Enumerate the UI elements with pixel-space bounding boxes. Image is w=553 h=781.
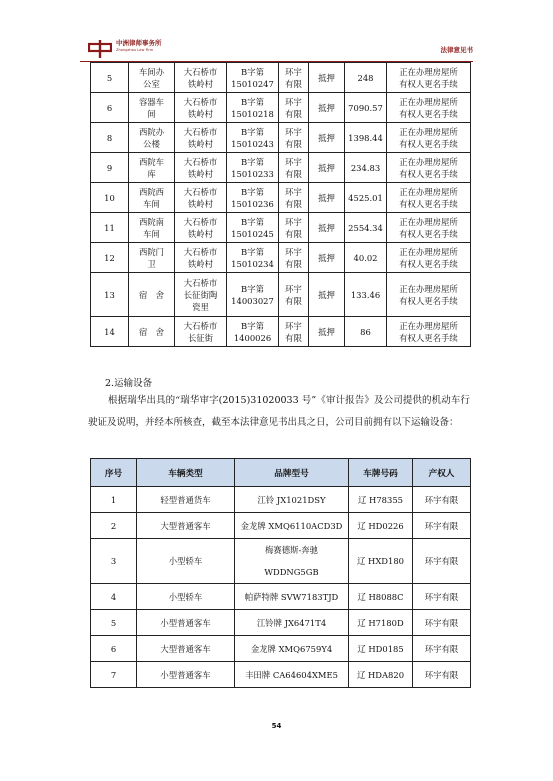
table-row <box>91 123 471 153</box>
plate-number: 辽 HXD180 <box>349 539 413 584</box>
header-cell: 序号 <box>91 459 137 487</box>
property-name-line: 库 <box>147 168 156 179</box>
remark-line: 有权人更名手续 <box>399 78 458 89</box>
property-location-line: 铁岭村 <box>187 258 214 269</box>
owner-line: 有限 <box>285 295 302 306</box>
row-number: 9 <box>91 153 129 183</box>
property-name <box>129 123 175 153</box>
owner <box>279 63 309 93</box>
remark-line: 有权人更名手续 <box>399 332 458 343</box>
vehicle-owner: 环宇有限 <box>413 487 471 513</box>
vehicle-type: 大型普通客车 <box>137 636 235 662</box>
area: 86 <box>345 317 387 347</box>
table-row <box>91 153 471 183</box>
owner-line: 环宇 <box>285 283 302 294</box>
property-location <box>175 317 227 347</box>
plate-number: 辽 HDA820 <box>349 662 413 688</box>
header-cell: 产权人 <box>413 459 471 487</box>
page-header <box>80 36 473 62</box>
certificate-number-line: B字第 <box>241 96 264 107</box>
area: 40.02 <box>345 243 387 273</box>
owner-line: 环宇 <box>285 66 302 77</box>
owner <box>279 153 309 183</box>
remark-line: 正在办理房屋所 <box>399 126 458 137</box>
property-location-line: 铁岭村 <box>187 138 214 149</box>
property-location <box>175 213 227 243</box>
property-name-line: 车间办 <box>138 66 165 77</box>
encumbrance-status: 抵押 <box>309 153 345 183</box>
remark <box>387 243 471 273</box>
vehicle-table <box>90 458 471 688</box>
certificate-number-line: 14003027 <box>231 295 274 306</box>
remark-line: 正在办理房屋所 <box>399 246 458 257</box>
table-row <box>91 636 471 662</box>
brand-model <box>235 636 349 662</box>
row-number: 8 <box>91 123 129 153</box>
owner-line: 有限 <box>285 198 302 209</box>
certificate-number-line: B字第 <box>241 66 264 77</box>
property-name <box>129 63 175 93</box>
certificate-number <box>227 153 279 183</box>
property-location-line: 大石桥市 <box>183 320 218 331</box>
page-number: 54 <box>271 722 282 730</box>
certificate-number-line: 15010247 <box>231 78 274 89</box>
header-cell: 车辆类型 <box>137 459 235 487</box>
property-location <box>175 273 227 317</box>
vehicle-type: 小型轿车 <box>137 539 235 584</box>
certificate-number <box>227 123 279 153</box>
property-location-line: 大石桥市 <box>183 96 218 107</box>
property-name-line: 西院车 <box>138 156 165 167</box>
remark-line: 正在办理房屋所 <box>399 186 458 197</box>
certificate-number-line: 15010236 <box>231 198 274 209</box>
brand-model <box>235 487 349 513</box>
doc-title: 法律意见书 <box>440 46 473 54</box>
table-row <box>91 487 471 513</box>
certificate-number <box>227 317 279 347</box>
remark-line: 正在办理房屋所 <box>399 96 458 107</box>
remark-line: 有权人更名手续 <box>399 198 458 209</box>
vehicle-owner: 环宇有限 <box>413 662 471 688</box>
table-row <box>91 213 471 243</box>
owner-line: 有限 <box>285 258 302 269</box>
vehicle-owner: 环宇有限 <box>413 513 471 539</box>
plate-number: 辽 H7180D <box>349 610 413 636</box>
table-row <box>91 513 471 539</box>
property-name-line: 宿 舍 <box>138 326 165 337</box>
table-row <box>91 63 471 93</box>
property-location <box>175 153 227 183</box>
vehicle-owner: 环宇有限 <box>413 636 471 662</box>
encumbrance-status: 抵押 <box>309 213 345 243</box>
property-location <box>175 63 227 93</box>
property-location-line: 大石桥市 <box>183 277 218 288</box>
encumbrance-status: 抵押 <box>309 63 345 93</box>
vehicle-owner: 环宇有限 <box>413 610 471 636</box>
table-row <box>91 273 471 317</box>
remark <box>387 93 471 123</box>
table-row <box>91 243 471 273</box>
property-name-line: 车间 <box>143 198 160 209</box>
property-name <box>129 273 175 317</box>
row-number: 1 <box>91 487 137 513</box>
owner <box>279 317 309 347</box>
encumbrance-status: 抵押 <box>309 123 345 153</box>
row-number: 14 <box>91 317 129 347</box>
remark <box>387 183 471 213</box>
property-location-line: 铁岭村 <box>187 168 214 179</box>
property-name-line: 西院西 <box>138 186 165 197</box>
brand-model <box>235 584 349 610</box>
certificate-number <box>227 183 279 213</box>
certificate-number <box>227 93 279 123</box>
property-location-line: 铁岭村 <box>187 228 214 239</box>
row-number: 7 <box>91 662 137 688</box>
row-number: 5 <box>91 610 137 636</box>
brand-model-line: 江铃牌 JX6471T4 <box>256 617 327 628</box>
row-number: 3 <box>91 539 137 584</box>
certificate-number <box>227 63 279 93</box>
property-location <box>175 183 227 213</box>
property-location <box>175 243 227 273</box>
property-name <box>129 213 175 243</box>
vehicle-owner: 环宇有限 <box>413 584 471 610</box>
row-number: 4 <box>91 584 137 610</box>
owner-line: 环宇 <box>285 216 302 227</box>
firm-name: 中洲律师事务所 <box>116 39 162 47</box>
owner-line: 有限 <box>285 78 302 89</box>
section-title: 2.运输设备 <box>105 378 153 389</box>
area: 7090.57 <box>345 93 387 123</box>
area: 2554.34 <box>345 213 387 243</box>
vehicle-type: 小型普通客车 <box>137 662 235 688</box>
property-location-line: 铁岭村 <box>187 198 214 209</box>
encumbrance-status: 抵押 <box>309 317 345 347</box>
certificate-number-line: B字第 <box>241 126 264 137</box>
encumbrance-status: 抵押 <box>309 243 345 273</box>
row-number: 13 <box>91 273 129 317</box>
row-number: 5 <box>91 63 129 93</box>
brand-model-line: 丰田牌 CA64604XME5 <box>245 669 338 680</box>
property-name-line: 西院南 <box>138 216 165 227</box>
table-row <box>91 610 471 636</box>
remark-line: 正在办理房屋所 <box>399 216 458 227</box>
property-name <box>129 243 175 273</box>
brand-model <box>235 610 349 636</box>
remark <box>387 123 471 153</box>
row-number: 11 <box>91 213 129 243</box>
property-location-line: 大石桥市 <box>183 66 218 77</box>
area: 1398.44 <box>345 123 387 153</box>
property-name-line: 间 <box>147 108 156 119</box>
remark-line: 正在办理房屋所 <box>399 320 458 331</box>
table-row <box>91 662 471 688</box>
certificate-number-line: 15010234 <box>231 258 274 269</box>
plate-number: 辽 H8088C <box>349 584 413 610</box>
property-name-line: 宿 舍 <box>138 289 165 300</box>
area: 4525.01 <box>345 183 387 213</box>
property-name <box>129 183 175 213</box>
vehicle-type: 小型普通客车 <box>137 610 235 636</box>
brand-model-line: 帕萨特牌 SVW7183TJD <box>244 591 339 602</box>
certificate-number-line: B字第 <box>241 246 264 257</box>
remark-line: 有权人更名手续 <box>399 108 458 119</box>
firm-logo-icon <box>88 40 112 58</box>
plate-number: 辽 H78355 <box>349 487 413 513</box>
property-location-line: 长征街陶 <box>183 289 218 300</box>
property-location-line: 铁岭村 <box>187 78 214 89</box>
brand-model-line: 金龙牌 XMQ6759Y4 <box>250 643 333 654</box>
owner-line: 环宇 <box>285 96 302 107</box>
row-number: 6 <box>91 636 137 662</box>
brand-model-line: 梅赛德斯-奔驰 <box>264 545 319 555</box>
certificate-number <box>227 273 279 317</box>
remark-line: 有权人更名手续 <box>399 138 458 149</box>
remark <box>387 153 471 183</box>
property-name-line: 卫 <box>147 258 156 269</box>
certificate-number-line: B字第 <box>241 320 264 331</box>
certificate-number-line: B字第 <box>241 186 264 197</box>
brand-model-line: WDDNG5GB <box>264 567 319 577</box>
vehicle-owner: 环宇有限 <box>413 539 471 584</box>
firm-name-en: Zhongzhou Law Firm <box>116 48 154 52</box>
certificate-number-line: B字第 <box>241 216 264 227</box>
property-location <box>175 123 227 153</box>
vehicle-type: 小型轿车 <box>137 584 235 610</box>
encumbrance-status: 抵押 <box>309 273 345 317</box>
property-location-line: 铁岭村 <box>187 108 214 119</box>
certificate-number <box>227 213 279 243</box>
owner-line: 环宇 <box>285 126 302 137</box>
owner <box>279 213 309 243</box>
table-row <box>91 539 471 584</box>
table-row <box>91 93 471 123</box>
remark <box>387 273 471 317</box>
header-cell: 车牌号码 <box>349 459 413 487</box>
table-row <box>91 584 471 610</box>
brand-model <box>235 513 349 539</box>
brand-model-line: 江铃 JX1021DSY <box>257 494 326 505</box>
row-number: 2 <box>91 513 137 539</box>
owner-line: 环宇 <box>285 186 302 197</box>
owner-line: 有限 <box>285 228 302 239</box>
owner-line: 有限 <box>285 108 302 119</box>
area: 234.83 <box>345 153 387 183</box>
owner-line: 有限 <box>285 332 302 343</box>
remark-line: 有权人更名手续 <box>399 168 458 179</box>
row-number: 10 <box>91 183 129 213</box>
area: 133.46 <box>345 273 387 317</box>
property-name <box>129 93 175 123</box>
header-cell: 品牌型号 <box>235 459 349 487</box>
brand-model <box>235 539 349 584</box>
remark-line: 有权人更名手续 <box>399 258 458 269</box>
remark <box>387 317 471 347</box>
certificate-number-line: 15010245 <box>231 228 274 239</box>
owner-line: 有限 <box>285 168 302 179</box>
certificate-number-line: 1400026 <box>233 332 272 343</box>
certificate-number-line: 15010233 <box>231 168 274 179</box>
property-name-line: 车间 <box>143 228 160 239</box>
encumbrance-status: 抵押 <box>309 183 345 213</box>
owner-line: 有限 <box>285 138 302 149</box>
owner <box>279 123 309 153</box>
remark <box>387 63 471 93</box>
property-name-line: 容器车 <box>138 96 165 107</box>
owner <box>279 273 309 317</box>
property-location-line: 大石桥市 <box>183 156 218 167</box>
vehicle-table-header <box>91 459 471 487</box>
certificate-number <box>227 243 279 273</box>
area: 248 <box>345 63 387 93</box>
certificate-number-line: B字第 <box>241 156 264 167</box>
row-number: 6 <box>91 93 129 123</box>
row-number: 12 <box>91 243 129 273</box>
property-name-line: 西院办 <box>138 126 165 137</box>
property-location <box>175 93 227 123</box>
remark-line: 有权人更名手续 <box>399 295 458 306</box>
owner-line: 环宇 <box>285 320 302 331</box>
vehicle-type: 大型普通客车 <box>137 513 235 539</box>
property-location-line: 大石桥市 <box>183 246 218 257</box>
certificate-number-line: 15010218 <box>231 108 274 119</box>
property-location-line: 大石桥市 <box>183 186 218 197</box>
property-location-line: 长征街 <box>187 332 214 343</box>
vehicle-type: 轻型普通货车 <box>137 487 235 513</box>
plate-number: 辽 HD0185 <box>349 636 413 662</box>
property-name-line: 公楼 <box>143 138 160 149</box>
owner <box>279 243 309 273</box>
remark-line: 正在办理房屋所 <box>399 66 458 77</box>
property-location-line: 瓷里 <box>192 301 209 312</box>
plate-number: 辽 HD0226 <box>349 513 413 539</box>
brand-model-line: 金龙牌 XMQ6110ACD3D <box>240 520 343 531</box>
property-location-line: 大石桥市 <box>183 126 218 137</box>
property-location-line: 大石桥市 <box>183 216 218 227</box>
remark-line: 正在办理房屋所 <box>399 156 458 167</box>
property-name-line: 西院门 <box>138 246 165 257</box>
remark <box>387 213 471 243</box>
brand-model <box>235 662 349 688</box>
remark-line: 有权人更名手续 <box>399 228 458 239</box>
certificate-number-line: B字第 <box>241 283 264 294</box>
encumbrance-status: 抵押 <box>309 93 345 123</box>
certificate-number-line: 15010243 <box>231 138 274 149</box>
remark-line: 正在办理房屋所 <box>399 283 458 294</box>
table-row <box>91 317 471 347</box>
section-paragraph: 根据瑞华出具的“瑞华审字(2015)31020033 号”《审计报告》及公司提供的机动车行驶证及说明，并经本所核查，截至本法律意见书出具之日，公司目前拥有以下运输设备： <box>88 395 470 428</box>
table-row <box>91 183 471 213</box>
owner <box>279 183 309 213</box>
owner-line: 环宇 <box>285 156 302 167</box>
owner <box>279 93 309 123</box>
property-name-line: 公室 <box>143 78 160 89</box>
property-name <box>129 153 175 183</box>
property-table <box>90 62 471 347</box>
owner-line: 环宇 <box>285 246 302 257</box>
property-name <box>129 317 175 347</box>
